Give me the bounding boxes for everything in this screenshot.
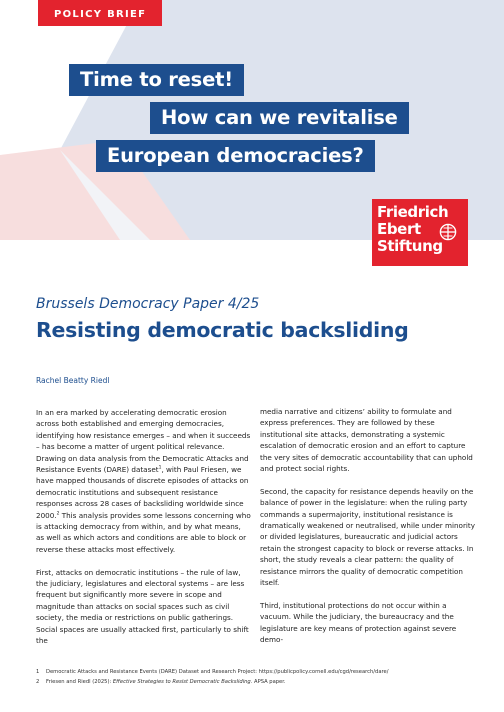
footnote-text-after: . APSA paper. (250, 679, 286, 685)
paragraph-continued: media narrative and citizens’ ability to formulate and express preferences. They are followed by these institutional site attacks, demonstrating a systemic escalation of democratic erosion and an effort to capture the very sites of democratic accountability that can uphold and protect social rights. (260, 407, 473, 474)
intro-text-1: In an era marked by accelerating democratic erosion across both established and emerging democracies, identifying how resistance emerges – and when it succeeds – has become a matter of urgent political relevance. Drawing on data analysis from the Democratic Attacks and Resistance Events (DARE) dataset (36, 408, 251, 475)
intro-text-3: This analysis provides some lessons concerning who is attacking democracy from within, and by what means, as well as which actors and conditions are able to block or reverse these attacks most effectively. (36, 510, 251, 554)
footnote-text: Democratic Attacks and Resistance Events (DARE) Dataset and Research Project: https://publicpolicy.cornell.edu/cgd/research/dare/ (46, 669, 389, 675)
footnote-2 (36, 677, 476, 687)
logo-line-1: Friedrich (377, 203, 449, 221)
fes-logo (372, 199, 468, 266)
footnote-number: 2 (36, 679, 40, 685)
author-name: Rachel Beatty Riedl (36, 376, 110, 385)
footnote-ref-1: 1 (158, 465, 162, 471)
fes-seal-icon (439, 223, 457, 241)
logo-line-2: Ebert (377, 220, 421, 238)
paragraph-first: First, attacks on democratic institutions – the rule of law, the judiciary, legislatures and electoral systems – are less frequent but significantly more severe in scope and magnitude than attacks on social spaces such as civil society, the media or restrictions on public gatherings. Social spaces are usually attacked first, particularly to shift the (36, 567, 249, 646)
body-column-left (36, 407, 251, 658)
intro-text-2: , with Paul Friesen, we have mapped thousands of discrete episodes of attacks on democratic institutions and subsequent resistance responses across 28 cases of backsliding worldwide since 2000. (36, 465, 249, 520)
footnotes (36, 667, 476, 687)
footnote-italic-title: Effective Strategies to Resist Democratic Backsliding (112, 679, 251, 685)
body-column-right (260, 407, 477, 657)
footnote-ref-2: 2 (56, 511, 60, 517)
footnote-text-before: Friesen and Riedl (2025): (46, 679, 113, 685)
paper-series: Brussels Democracy Paper 4/25 (36, 296, 260, 312)
paragraph-second: Second, the capacity for resistance depends heavily on the balance of power in the legislature: when the ruling party commands a supermajority, institutional resistance is dramatically weakened or neutralised, while under minority or divided legislatures, bureaucratic and judicial actors retain the strongest capacity to block or reverse attacks. In short, the study reveals a clear pattern: the quality of resistance mirrors the quality of democratic competition itself. (260, 486, 475, 588)
footnote-1 (36, 667, 476, 677)
paragraph-intro (36, 407, 251, 555)
headline-line-2: How can we revitalise (150, 102, 409, 134)
document-title: Resisting democratic backsliding (36, 318, 409, 342)
headline-line-1: Time to reset! (69, 64, 244, 96)
headline-line-3: European democracies? (96, 140, 375, 172)
footnote-number: 1 (36, 669, 40, 675)
policy-brief-tag: POLICY BRIEF (38, 0, 162, 26)
paragraph-third: Third, institutional protections do not occur within a vacuum. While the judiciary, the bureaucracy and the legislature are key means of protection against severe demo- (260, 600, 457, 645)
logo-line-3: Stiftung (377, 237, 443, 255)
